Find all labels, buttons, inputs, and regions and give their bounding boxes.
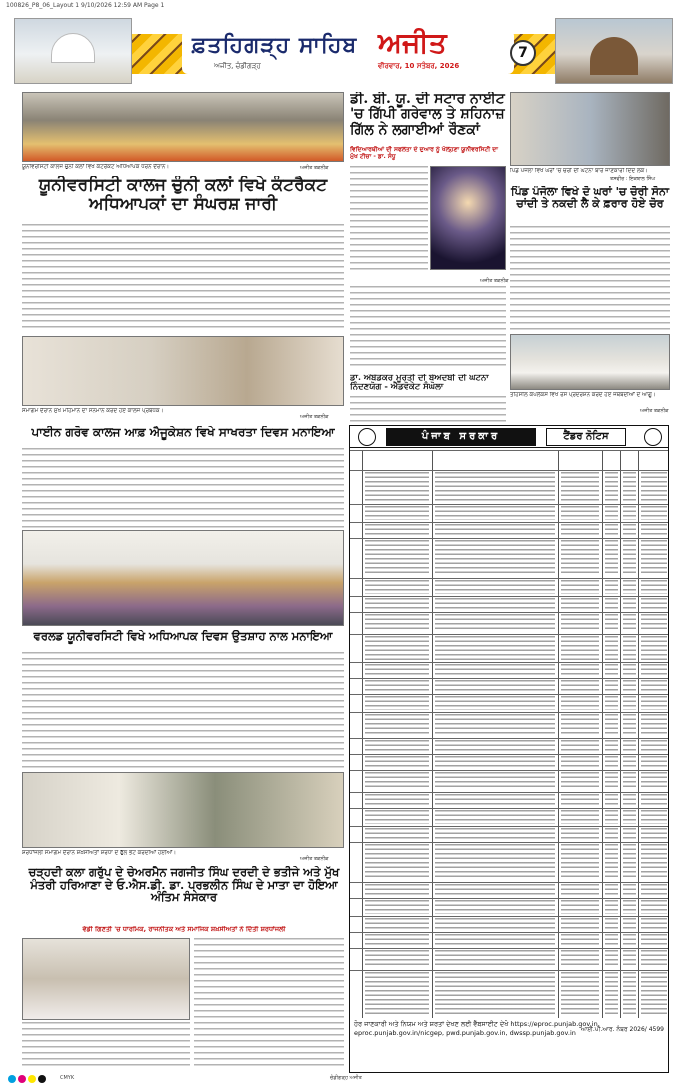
department-emblem-icon — [644, 428, 662, 446]
table-cell-text — [641, 844, 667, 880]
table-cell-text — [365, 972, 429, 1014]
yellow-dot — [28, 1075, 36, 1083]
story6-headline: ਵਰਲਡ ਯੂਨੀਵਰਸਿਟੀ ਵਿਖੇ ਅਧਿਆਪਕ ਦਿਵਸ ਉਤਸ਼ਾਹ ਨਾਲ ਮਨਾਇਆ — [33, 630, 333, 643]
lecture-photo — [22, 336, 344, 406]
table-cell-text — [623, 524, 636, 536]
table-cell-text — [561, 636, 599, 660]
protest-crowd-photo — [510, 334, 670, 390]
table-cell-text — [435, 598, 555, 610]
table-cell-text — [561, 844, 599, 880]
lecture-byline: ਅਜੀਤ ਤਕਨੀਕ — [300, 414, 329, 420]
tender-notice — [349, 425, 669, 1073]
protest-caption: ਯੂਨੀਵਰਸਿਟੀ ਕਾਲਜ ਚੁੰਨੀ ਕਲਾਂ ਵਿਖੇ ਕੰਟਰੈਕਟ ਅਧਿਆਪਕ ਧਰਨੇ ਦੌਰਾਨ। — [22, 164, 170, 170]
table-cell-text — [641, 714, 667, 736]
table-cell-text — [561, 714, 599, 736]
page-footer — [0, 1075, 687, 1085]
table-cell-text — [365, 828, 429, 840]
table-cell-text — [641, 794, 667, 806]
table-cell-text — [605, 918, 618, 930]
table-cell-text — [623, 598, 636, 610]
story1-body — [22, 224, 344, 332]
table-cell-text — [641, 696, 667, 710]
table-cell-text — [365, 540, 429, 576]
table-cell-text — [561, 540, 599, 576]
cremation-byline: ਅਜੀਤ ਤਕਨੀਕ — [300, 856, 329, 862]
group-photo — [22, 530, 344, 626]
table-cell-text — [605, 844, 618, 880]
table-cell-text — [435, 884, 555, 896]
table-cell-text — [365, 580, 429, 594]
tender-header — [350, 426, 668, 448]
masthead — [14, 12, 673, 90]
table-cell-text — [623, 680, 636, 692]
tender-table — [350, 450, 668, 1018]
table-cell-text — [365, 934, 429, 946]
table-cell-text — [561, 664, 599, 676]
table-cell-text — [641, 580, 667, 594]
table-cell-text — [641, 524, 667, 536]
star-night-byline: ਅਜੀਤ ਤਕਨੀਕ — [480, 278, 509, 284]
table-cell-text — [435, 580, 555, 594]
table-cell-text — [435, 614, 555, 632]
table-cell-text — [605, 756, 618, 768]
table-row-divider — [350, 450, 668, 451]
table-cell-text — [641, 972, 667, 1014]
table-cell-text — [605, 524, 618, 536]
table-row-divider — [350, 898, 668, 899]
magenta-dot — [18, 1075, 26, 1083]
table-cell-text — [435, 918, 555, 930]
star-night-photo — [430, 166, 506, 270]
table-cell-text — [435, 472, 555, 502]
table-cell-text — [435, 756, 555, 768]
table-cell-text — [605, 794, 618, 806]
protest-photo — [22, 92, 344, 162]
story6-body — [22, 652, 344, 768]
table-cell-text — [641, 506, 667, 520]
table-cell-text — [561, 580, 599, 594]
table-cell-text — [605, 900, 618, 914]
table-cell-text — [365, 472, 429, 502]
table-row-divider — [350, 970, 668, 971]
table-cell-text — [605, 636, 618, 660]
punjab-emblem-icon — [358, 428, 376, 446]
story2-headline: ਡੀ. ਬੀ. ਯੂ. ਦੀ ਸਟਾਰ ਨਾਈਟ 'ਚ ਗਿੱਪੀ ਗਰੇਵਾਲ ਤੇ ਸ਼ਹਿਨਾਜ਼ ਗਿੱਲ ਨੇ ਲਗਾਈਆਂ ਰੌਣਕਾਂ — [350, 92, 505, 138]
issue-date: ਵੀਰਵਾਰ, 10 ਸਤੰਬਰ, 2026 — [378, 62, 460, 70]
village-caption: ਪਿੰਡ ਪੰਜੋਲਾ ਵਿਖੇ ਘਰਾਂ 'ਚ ਚੋਰੀ ਦੀ ਘਟਨਾ ਬਾਰੇ ਜਾਣਕਾਰੀ ਦਿੰਦੇ ਲੋਕ। — [510, 168, 649, 174]
table-cell-text — [605, 714, 618, 736]
footer-center: ਚੰਡੀਗੜ੍ਹ ਅਜੀਤ — [330, 1075, 362, 1081]
table-cell-text — [605, 828, 618, 840]
table-cell-text — [561, 828, 599, 840]
table-row-divider — [350, 612, 668, 613]
table-cell-text — [605, 472, 618, 502]
table-row-divider — [350, 808, 668, 809]
table-cell-text — [365, 506, 429, 520]
table-row-divider — [350, 578, 668, 579]
table-cell-text — [561, 614, 599, 632]
cremation-caption: ਸ਼ਰਧਾਂਜਲੀ ਸਮਾਗਮ ਦੌਰਾਨ ਸ਼ਖ਼ਸੀਅਤਾਂ ਸ਼ਰਧਾ ਦੇ ਫੁੱਲ ਭੇਟ ਕਰਦੀਆਂ ਹੋਈਆਂ। — [22, 850, 177, 856]
table-cell-text — [435, 506, 555, 520]
cyan-dot — [8, 1075, 16, 1083]
table-cell-text — [435, 636, 555, 660]
table-cell-text — [435, 524, 555, 536]
section-title: ਫ਼ਤਹਿਗੜ੍ਹ ਸਾਹਿਬ — [192, 32, 358, 58]
table-cell-text — [435, 740, 555, 752]
table-cell-text — [561, 472, 599, 502]
table-cell-text — [365, 614, 429, 632]
table-cell-text — [623, 756, 636, 768]
table-cell-text — [435, 794, 555, 806]
story4-body — [22, 448, 344, 528]
story2-body-bottom — [350, 286, 506, 370]
table-row-divider — [350, 842, 668, 843]
table-cell-text — [561, 506, 599, 520]
table-cell-text — [641, 664, 667, 676]
table-cell-text — [561, 524, 599, 536]
table-cell-text — [561, 950, 599, 968]
table-cell-text — [623, 900, 636, 914]
table-cell-text — [605, 810, 618, 824]
table-cell-text — [623, 540, 636, 576]
table-cell-text — [435, 664, 555, 676]
table-cell-text — [561, 772, 599, 790]
table-cell-text — [605, 696, 618, 710]
table-cell-text — [623, 934, 636, 946]
table-cell-text — [561, 934, 599, 946]
table-cell-text — [641, 950, 667, 968]
protest-crowd-byline: ਅਜੀਤ ਤਕਨੀਕ — [640, 408, 669, 414]
table-cell-text — [641, 680, 667, 692]
story3-headline: ਪਿੰਡ ਪੰਜੋਲਾ ਵਿਖੇ ਦੋ ਘਰਾਂ 'ਚ ਚੋਰੀ ਸੋਨਾ ਚਾਂਦੀ ਤੇ ਨਕਦੀ ਲੈ ਕੇ ਫ਼ਰਾਰ ਹੋਏ ਚੋਰ — [511, 186, 669, 211]
table-cell-text — [623, 828, 636, 840]
table-cell-text — [561, 756, 599, 768]
table-row-divider — [350, 522, 668, 523]
gurdwara-photo — [14, 18, 132, 84]
table-cell-text — [641, 614, 667, 632]
table-row-divider — [350, 948, 668, 949]
story7-body-right — [194, 938, 344, 1070]
table-row-divider — [350, 882, 668, 883]
table-cell-text — [561, 884, 599, 896]
table-cell-text — [605, 614, 618, 632]
table-cell-text — [561, 810, 599, 824]
story7-body-left — [22, 1022, 190, 1070]
story1-headline: ਯੂਨੀਵਰਸਿਟੀ ਕਾਲਜ ਚੁੰਨੀ ਕਲਾਂ ਵਿਖੇ ਕੰਟਰੈਕਟ ਅਧਿਆਪਕਾਂ ਦਾ ਸੰਘਰਸ਼ ਜਾਰੀ — [38, 176, 328, 214]
table-cell-text — [605, 540, 618, 576]
table-row-divider — [350, 694, 668, 695]
table-cell-text — [623, 580, 636, 594]
table-cell-text — [623, 696, 636, 710]
table-cell-text — [623, 506, 636, 520]
protest-byline: ਅਜੀਤ ਤਕਨੀਕ — [300, 165, 329, 171]
story4-headline: ਪਾਈਨ ਗਰੋਵ ਕਾਲਜ ਆਫ਼ ਐਜੂਕੇਸ਼ਨ ਵਿਖੇ ਸਾਖਰਤਾ ਦਿਵਸ ਮਨਾਇਆ — [31, 426, 335, 439]
table-row-divider — [350, 826, 668, 827]
table-cell-text — [561, 918, 599, 930]
table-cell-text — [435, 714, 555, 736]
story5-headline: ਡਾ. ਅੰਬੇਡਕਰ ਮੂਰਤੀ ਦੀ ਬੇਅਦਬੀ ਦੀ ਘਟਨਾ ਨਿੰਦਣਯੋਗ - ਐਡਵੋਕੇਟ ਸੰਘੋਲਾ — [350, 374, 489, 393]
table-cell-text — [641, 636, 667, 660]
table-cell-text — [365, 740, 429, 752]
table-cell-text — [435, 772, 555, 790]
table-cell-text — [365, 664, 429, 676]
table-cell-text — [641, 598, 667, 610]
story3-body — [510, 226, 670, 330]
table-cell-text — [623, 636, 636, 660]
table-row-divider — [350, 678, 668, 679]
table-cell-text — [605, 598, 618, 610]
table-cell-text — [623, 772, 636, 790]
tender-footer: ਹੋਰ ਜਾਣਕਾਰੀ ਅਤੇ ਨਿਯਮ ਅਤੇ ਸ਼ਰਤਾਂ ਦੇਖਣ ਲਈ ਵੈੱਬਸਾਈਟ ਦੇਖੋ https://eproc.punjab.gov.in, eproc.punjab.gov.in/nicgep, pwd.punjab.gov.in, dwssp.punjab.gov.in — [354, 1020, 600, 1037]
table-cell-text — [641, 918, 667, 930]
table-cell-text — [623, 472, 636, 502]
village-byline: ਤਸਵੀਰ : ਇਕਬਾਲ ਸਿੰਘ — [610, 176, 656, 182]
table-cell-text — [605, 950, 618, 968]
table-cell-text — [435, 540, 555, 576]
table-cell-text — [435, 950, 555, 968]
table-cell-text — [435, 900, 555, 914]
table-cell-text — [365, 810, 429, 824]
table-row-divider — [350, 932, 668, 933]
table-row-divider — [350, 770, 668, 771]
table-cell-text — [561, 696, 599, 710]
table-cell-text — [623, 972, 636, 1014]
edition-label: ਅਜੀਤ, ਚੰਡੀਗੜ੍ਹ — [214, 62, 261, 70]
table-cell-text — [641, 756, 667, 768]
page-number: 7 — [510, 40, 536, 66]
table-row-divider — [350, 738, 668, 739]
table-row-divider — [350, 634, 668, 635]
village-photo — [510, 92, 670, 166]
table-cell-text — [435, 844, 555, 880]
table-cell-text — [561, 900, 599, 914]
newspaper-logo: ਅਜੀਤ — [378, 26, 447, 59]
table-cell-text — [623, 844, 636, 880]
table-row-divider — [350, 538, 668, 539]
table-cell-text — [641, 828, 667, 840]
table-cell-text — [623, 714, 636, 736]
lecture-caption: ਸਮਾਗਮ ਦੌਰਾਨ ਮੁੱਖ ਮਹਿਮਾਨ ਦਾ ਸਨਮਾਨ ਕਰਦੇ ਹੋਏ ਕਾਲਜ ਪ੍ਰਬੰਧਕ। — [22, 408, 164, 414]
table-cell-text — [435, 810, 555, 824]
table-cell-text — [365, 524, 429, 536]
table-cell-text — [435, 696, 555, 710]
table-row-divider — [350, 662, 668, 663]
table-cell-text — [365, 636, 429, 660]
table-cell-text — [435, 828, 555, 840]
table-cell-text — [623, 918, 636, 930]
table-cell-text — [561, 740, 599, 752]
table-cell-text — [561, 972, 599, 1014]
table-cell-text — [561, 598, 599, 610]
table-cell-text — [365, 696, 429, 710]
table-cell-text — [623, 810, 636, 824]
table-cell-text — [365, 794, 429, 806]
table-cell-text — [435, 680, 555, 692]
table-cell-text — [605, 680, 618, 692]
table-cell-text — [623, 664, 636, 676]
cmyk-label: CMYK — [60, 1075, 75, 1081]
table-cell-text — [623, 950, 636, 968]
protest-crowd-caption: ਤਹਿਸੀਲ ਕੰਪਲੈਕਸ ਵਿਖੇ ਰੋਸ ਪ੍ਰਦਰਸ਼ਨ ਕਰਦੇ ਹੋਏ ਜਥੇਬੰਦੀਆਂ ਦੇ ਆਗੂ। — [510, 392, 656, 398]
table-cell-text — [605, 664, 618, 676]
table-cell-text — [641, 900, 667, 914]
table-row-divider — [350, 792, 668, 793]
table-cell-text — [561, 794, 599, 806]
table-row-divider — [350, 754, 668, 755]
tender-label: ਟੈਂਡਰ ਨੋਟਿਸ — [546, 428, 626, 446]
table-row-divider — [350, 504, 668, 505]
story7-headline: ਚੜ੍ਹਦੀ ਕਲਾ ਗਰੁੱਪ ਦੇ ਚੇਅਰਮੈਨ ਜਗਜੀਤ ਸਿੰਘ ਦਰਦੀ ਦੇ ਭਤੀਜੇ ਅਤੇ ਮੁੱਖ ਮੰਤਰੀ ਹਰਿਆਣਾ ਦੇ ਓ.ਐਸ.ਡੀ. ਡਾ. ਪ੍ਰਭਲੀਨ ਸਿੰਘ ਦੇ ਮਾਤਾ ਦਾ ਹੋਇਆ ਅੰਤਿਮ ਸੰਸਕਾਰ — [28, 866, 340, 905]
story7-subhead: ਵੱਡੀ ਗਿਣਤੀ 'ਚ ਧਾਰਮਿਕ, ਰਾਜਨੀਤਕ ਅਤੇ ਸਮਾਜਿਕ ਸ਼ਖ਼ਸੀਅਤਾਂ ਨੇ ਦਿੱਤੀ ਸ਼ਰਧਾਂਜਲੀ — [82, 926, 286, 933]
historic-building-photo — [555, 18, 673, 84]
table-cell-text — [561, 680, 599, 692]
page-slug: 100826_P8_06_Layout 1 9/10/2026 12:59 AM Page 1 — [6, 2, 165, 9]
table-cell-text — [365, 598, 429, 610]
table-row-divider — [350, 712, 668, 713]
table-cell-text — [365, 918, 429, 930]
govt-label: ਪੰਜਾਬ ਸਰਕਾਰ — [386, 428, 536, 446]
table-cell-text — [365, 714, 429, 736]
table-cell-text — [605, 884, 618, 896]
table-cell-text — [365, 950, 429, 968]
table-cell-text — [365, 884, 429, 896]
table-cell-text — [435, 972, 555, 1014]
table-cell-text — [641, 810, 667, 824]
table-cell-text — [623, 884, 636, 896]
table-cell-text — [365, 680, 429, 692]
table-cell-text — [365, 900, 429, 914]
black-dot — [38, 1075, 46, 1083]
table-cell-text — [605, 972, 618, 1014]
ipr-number: ਆਈ.ਪੀ.ਆਰ. ਨੰਬਰ 2026/ 4599 — [580, 1026, 664, 1033]
table-cell-text — [365, 772, 429, 790]
table-cell-text — [605, 772, 618, 790]
table-cell-text — [641, 884, 667, 896]
story5-body — [350, 396, 506, 422]
table-row-divider — [350, 916, 668, 917]
story2-body-left — [350, 166, 428, 270]
table-row-divider — [350, 596, 668, 597]
table-cell-text — [623, 794, 636, 806]
cremation-photo — [22, 772, 344, 848]
table-cell-text — [605, 506, 618, 520]
table-cell-text — [605, 740, 618, 752]
table-cell-text — [641, 772, 667, 790]
table-cell-text — [435, 934, 555, 946]
table-row-divider — [350, 470, 668, 471]
table-cell-text — [641, 934, 667, 946]
table-cell-text — [365, 844, 429, 880]
condolence-photo — [22, 938, 190, 1020]
table-cell-text — [641, 740, 667, 752]
table-cell-text — [623, 614, 636, 632]
table-cell-text — [623, 740, 636, 752]
table-cell-text — [641, 540, 667, 576]
story2-subhead: ਵਿਦਿਆਰਥੀਆਂ ਦੀ ਸਫਲਤਾ ਦੇ ਦੁਆਰ ਨੂੰ ਖੋਲ੍ਹਣਾ ਯੂਨੀਵਰਸਿਟੀ ਦਾ ਮੁੱਖ ਟੀਚਾ - ਡਾ. ਸੰਧੂ — [350, 146, 498, 160]
table-cell-text — [641, 472, 667, 502]
table-cell-text — [365, 756, 429, 768]
table-cell-text — [605, 934, 618, 946]
table-cell-text — [605, 580, 618, 594]
